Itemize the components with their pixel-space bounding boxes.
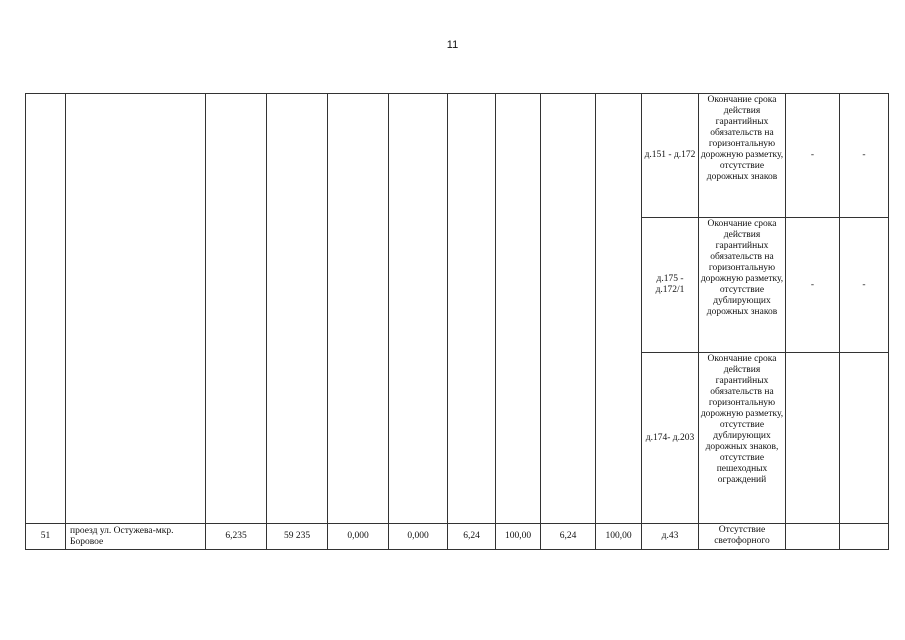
cell-c4-continued [267, 94, 328, 524]
cell-c4: 59 235 [267, 524, 328, 550]
page-number: 11 [446, 39, 459, 51]
section-note: Окончание срока действия гарантийных обязательств на горизонтальную дорожную разметку, отсутствие дублирующих дорожных знаков, отсутствие пешеходных ограждений [699, 353, 786, 524]
cell-c9: 6,24 [541, 524, 596, 550]
section-col14: - [840, 94, 889, 218]
cell-c10-continued [596, 94, 642, 524]
cell-name-continued [66, 94, 206, 524]
road-name: проезд ул. Остужева-мкр. Боровое [66, 524, 206, 550]
section-address: д.175 - д.172/1 [642, 218, 699, 353]
section-address: д.174- д.203 [642, 353, 699, 524]
section-col14: - [840, 218, 889, 353]
cell-c3-continued [206, 94, 267, 524]
section-col13 [786, 524, 840, 550]
section-col14 [840, 524, 889, 550]
section-col13 [786, 353, 840, 524]
cell-c9-continued [541, 94, 596, 524]
cell-c5-continued [328, 94, 389, 524]
table-row [26, 94, 889, 218]
row-number: 51 [26, 524, 66, 550]
cell-c6-continued [389, 94, 448, 524]
cell-c8-continued [496, 94, 541, 524]
section-note: Окончание срока действия гарантийных обязательств на горизонтальную дорожную разметку, отсутствие дорожных знаков [699, 94, 786, 218]
cell-num-continued [26, 94, 66, 524]
cell-c3: 6,235 [206, 524, 267, 550]
cell-c10: 100,00 [596, 524, 642, 550]
section-note: Отсутствие светофорного [699, 524, 786, 550]
section-col14 [840, 353, 889, 524]
section-col13: - [786, 94, 840, 218]
section-note: Окончание срока действия гарантийных обязательств на горизонтальную дорожную разметку, отсутствие дублирующих дорожных знаков [699, 218, 786, 353]
section-col13: - [786, 218, 840, 353]
cell-c6: 0,000 [389, 524, 448, 550]
table-row-51 [26, 524, 889, 550]
road-condition-table [25, 93, 889, 550]
cell-c8: 100,00 [496, 524, 541, 550]
section-address: д.151 - д.172 [642, 94, 699, 218]
cell-c5: 0,000 [328, 524, 389, 550]
cell-c7-continued [448, 94, 496, 524]
section-address: д.43 [642, 524, 699, 550]
cell-c7: 6,24 [448, 524, 496, 550]
